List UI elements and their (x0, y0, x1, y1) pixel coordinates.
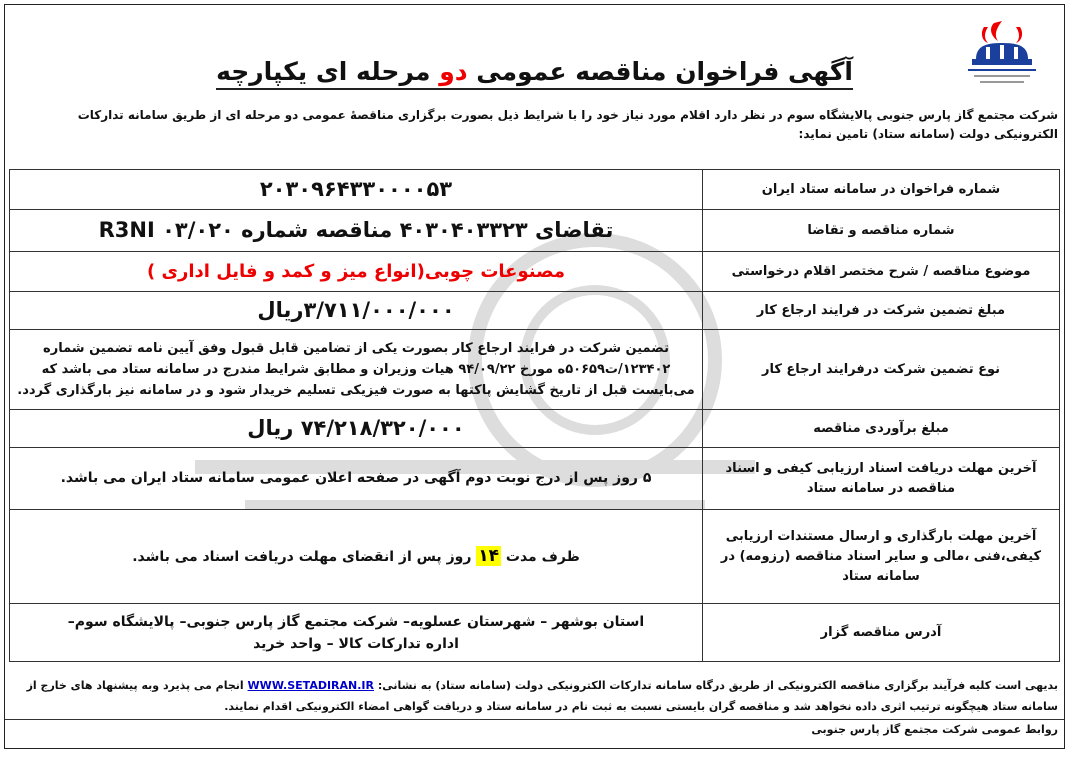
row-label: مبلغ تضمین شرکت در فرایند ارجاع کار (703, 292, 1060, 330)
row-value: ۲۰۳۰۹۶۴۳۳۰۰۰۰۵۳ (10, 170, 703, 210)
row-value (10, 510, 703, 604)
row-value: ۳/۷۱۱/۰۰۰/۰۰۰ریال (10, 292, 703, 330)
title-highlight: دو (439, 57, 467, 90)
table-row (10, 210, 1060, 252)
row-value: تقاضای ۴۰۳۰۴۰۳۳۲۳ مناقصه شماره R3NI ۰۳/۰۲۰ (10, 210, 703, 252)
row-label: آخرین مهلت بارگذاری و ارسال مستندات ارزیابی کیفی،فنی ،مالی و سایر اسناد مناقصه (رزومه) در سامانه ستاد (703, 510, 1060, 604)
page-title (5, 57, 1064, 86)
table-row (10, 292, 1060, 330)
tender-details-table (9, 169, 1060, 662)
table-row (10, 604, 1060, 662)
row-label: شماره مناقصه و تقاضا (703, 210, 1060, 252)
row-label: آخرین مهلت دریافت اسناد ارزیابی کیفی و اسناد مناقصه در سامانه ستاد (703, 448, 1060, 510)
footer-text-2: انجام می پذیرد وبه پیشنهاد های خارج از سامانه ستاد هیچگونه ترتیب اثری داده نخواهد شد و مناقصه گران بایستی نسبت به ثبت نام در سامانه ستاد و دریافت گواهی امضاء الکترونیکی اقدام نمایند. (26, 679, 1058, 713)
intro-paragraph: شرکت مجتمع گاز پارس جنوبی پالایشگاه سوم در نظر دارد اقلام مورد نیاز خود را با شرایط ذیل بصورت برگزاری مناقصهٔ عمومی دو مرحله ای از طریق سامانه تدارکات الکترونیکی دولت (سامانه ستاد) تامین نماید: (77, 108, 1058, 141)
row-label: نوع تضمین شرکت درفرایند ارجاع کار (703, 330, 1060, 410)
table-row (10, 330, 1060, 410)
table-row (10, 252, 1060, 292)
row-value: تضمین شرکت در فرایند ارجاع کار بصورت یکی از تضامین قابل قبول وفق آیین نامه تضمین شماره ۱۲۳۴۰۲/ت۵۰۶۵۹ه مورخ ۹۴/۰۹/۲۲ هیات وزیران و مطابق شرایط مندرج در سامانه ستاد می باشد که می‌بایست قبل از تاریخ گشایش پاکتها به صورت فیزیکی تسلیم خریدار شود و در سامانه نیز بارگذاری گردد. (10, 330, 703, 410)
row-value: مصنوعات چوبی(انواع میز و کمد و فایل اداری ) (10, 252, 703, 292)
deadline-prefix: ظرف مدت (505, 548, 580, 565)
row-label: مبلغ برآوردی مناقصه (703, 410, 1060, 448)
table-row (10, 510, 1060, 604)
title-text-1: آگهی فراخوان مناقصه عمومی (476, 57, 853, 90)
footer-notice (11, 675, 1058, 717)
divider (5, 719, 1064, 720)
address-line-1: استان بوشهر – شهرستان عسلویه– شرکت مجتمع گاز پارس جنوبی– پالایشگاه سوم– (67, 613, 645, 630)
row-value (10, 604, 703, 662)
row-label: آدرس مناقصه گزار (703, 604, 1060, 662)
tender-notice (4, 4, 1065, 749)
deadline-days-highlight: ۱۴ (478, 545, 500, 566)
row-value: ۷۴/۲۱۸/۳۲۰/۰۰۰ ریال (10, 410, 703, 448)
row-label: موضوع مناقصه / شرح مختصر اقلام درخواستی (703, 252, 1060, 292)
signature: روابط عمومی شرکت مجتمع گاز پارس جنوبی (811, 723, 1058, 736)
title-text-2: مرحله ای یکپارچه (216, 57, 430, 90)
footer-text-1: بدیهی است کلیه فرآیند برگزاری مناقصه الکترونیکی از طریق درگاه سامانه تدارکات الکترونیکی دولت (سامانه ستاد) به نشانی: (377, 679, 1058, 692)
deadline-suffix: روز پس از انقضای مهلت دریافت اسناد می باشد. (132, 548, 472, 565)
row-value: ۵ روز پس از درج نوبت دوم آگهی در صفحه اعلان عمومی سامانه ستاد ایران می باشد. (10, 448, 703, 510)
setadiran-link[interactable]: WWW.SETADIRAN.IR (247, 679, 374, 692)
address-line-2: اداره تدارکات کالا – واحد خرید (253, 635, 459, 652)
header (5, 5, 1064, 101)
table-row (10, 170, 1060, 210)
table-row (10, 448, 1060, 510)
row-label: شماره فراخوان در سامانه ستاد ایران (703, 170, 1060, 210)
table-row (10, 410, 1060, 448)
